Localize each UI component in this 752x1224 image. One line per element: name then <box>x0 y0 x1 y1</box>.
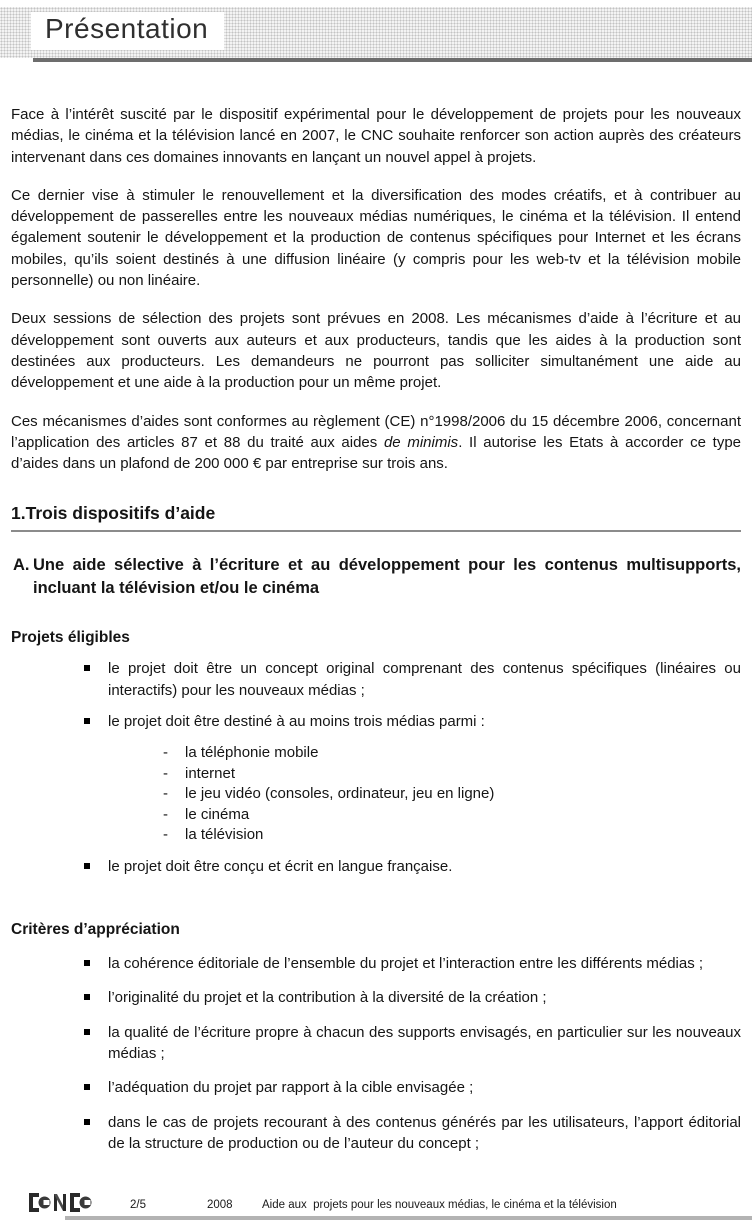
square-bullet-icon <box>84 711 108 732</box>
square-bullet-icon <box>84 1077 108 1098</box>
list-item <box>11 953 741 974</box>
dash-bullet-icon: - <box>163 744 168 762</box>
square-bullet-icon <box>84 658 108 701</box>
media-item: la téléphonie mobile <box>185 744 319 762</box>
media-item: internet <box>185 764 236 782</box>
dash-bullet-icon: - <box>163 785 168 803</box>
reglement-text-after: . Il autorise les Etats à accorder ce type d’aides dans un plafond de 200 000 € par entreprise sur trois ans. <box>11 433 742 473</box>
list-item <box>11 805 741 826</box>
page-title: Présentation <box>31 12 224 50</box>
projets-eligibles-list <box>11 658 741 732</box>
list-item <box>11 856 741 877</box>
footer-year: 2008 <box>207 1199 233 1211</box>
square-bullet-icon <box>84 987 108 1008</box>
bullet-text: le projet doit être conçu et écrit en langue française. <box>108 857 453 875</box>
media-item: le cinéma <box>185 805 250 823</box>
footer-rule <box>65 1216 752 1220</box>
list-item <box>11 764 741 785</box>
criteres-heading: Critères d’appréciation <box>11 921 180 939</box>
paragraph-sessions: Deux sessions de sélection des projets sont prévues en 2008. Les mécanismes d’aide à l’écriture et au développement sont ouverts aux auteurs et aux producteurs, tandis que les aides à la production sont destinées aux producteurs. Les demandeurs ne pourront pas solliciter simultanément une aide au développement et une aide à la production pour un même projet. <box>11 310 741 392</box>
reglement-text-before: Ces mécanismes d’aides sont conformes au règlement (CE) n°1998/2006 du 15 décembre 2006, concernant l’application des articles 87 et 88 du traité aux aides <box>11 412 741 451</box>
list-item <box>11 658 741 701</box>
projets-eligibles-heading: Projets éligibles <box>11 629 130 647</box>
list-item <box>11 743 741 764</box>
section-1-heading: 1.Trois dispositifs d’aide <box>11 503 741 532</box>
bullet-text: la cohérence éditoriale de l’ensemble du projet et l’interaction entre les différents médias ; <box>108 955 704 973</box>
bullet-text: le projet doit être un concept original comprenant des contenus spécifiques (linéaires ou interactifs) pour les nouveaux médias ; <box>108 660 741 699</box>
paragraph-intro: Face à l’intérêt suscité par le dispositif expérimental pour le développement de projets pour les nouveaux médias, le cinéma et la télévision lancé en 2007, le CNC souhaite renforcer son action auprès des créateurs intervenant dans ces domaines innovants en lançant un nouvel appel à projets. <box>11 106 741 166</box>
list-item <box>11 1022 741 1065</box>
media-item: la télévision <box>185 826 264 844</box>
bullet-text: la qualité de l’écriture propre à chacun des supports envisagés, en particulier sur les nouveaux médias ; <box>108 1023 741 1063</box>
projets-eligibles-list-suite <box>11 856 741 877</box>
paragraph-objectifs: Ce dernier vise à stimuler le renouvellement et la diversification des modes créatifs, et à contribuer au développement de passerelles entre les nouveaux médias numériques, le cinéma et la télévision. Il entend également soutenir le développement et la production de contenus spécifiques pour Internet et les écrans mobiles, qu’ils soient destinés à une diffusion linéaire (y compris pour les web-tv et la télévision mobile personnelle) ou non linéaire. <box>11 186 741 290</box>
list-item <box>11 784 741 805</box>
bullet-text: l’originalité du projet et la contribution à la diversité de la création ; <box>108 989 547 1007</box>
list-item <box>11 1077 741 1098</box>
dash-bullet-icon: - <box>163 826 168 844</box>
list-item <box>11 825 741 846</box>
dash-bullet-icon: - <box>163 805 168 823</box>
media-list <box>11 743 741 846</box>
list-item <box>11 987 741 1008</box>
bullet-text: le projet doit être destiné à au moins trois médias parmi : <box>108 713 485 731</box>
square-bullet-icon <box>84 953 108 974</box>
de-minimis-italic: de minimis <box>383 433 459 451</box>
square-bullet-icon <box>84 1112 108 1155</box>
dash-bullet-icon: - <box>163 764 168 782</box>
bullet-text: dans le cas de projets recourant à des contenus générés par les utilisateurs, l’apport éditorial de la structure de production ou de l’auteur du concept ; <box>108 1113 741 1152</box>
subsection-a-heading <box>11 554 741 600</box>
footer-page-number: 2/5 <box>130 1199 146 1211</box>
footer-document-title: Aide aux projets pour les nouveaux médias, le cinéma et la télévision <box>262 1199 617 1211</box>
bullet-text: l’adéquation du projet par rapport à la cible envisagée ; <box>108 1079 474 1097</box>
media-item: le jeu vidéo (consoles, ordinateur, jeu en ligne) <box>185 785 495 803</box>
subsection-a-label: A. <box>13 556 30 575</box>
criteres-list <box>11 953 741 1154</box>
subsection-a-title: Une aide sélective à l’écriture et au développement pour les contenus multisupports, incluant la télévision et/ou le cinéma <box>33 556 741 598</box>
list-item <box>11 711 741 732</box>
list-item <box>11 1112 741 1155</box>
square-bullet-icon <box>84 1022 108 1065</box>
cnc-logo <box>28 1192 92 1213</box>
paragraph-reglement <box>11 411 741 475</box>
square-bullet-icon <box>84 856 108 877</box>
